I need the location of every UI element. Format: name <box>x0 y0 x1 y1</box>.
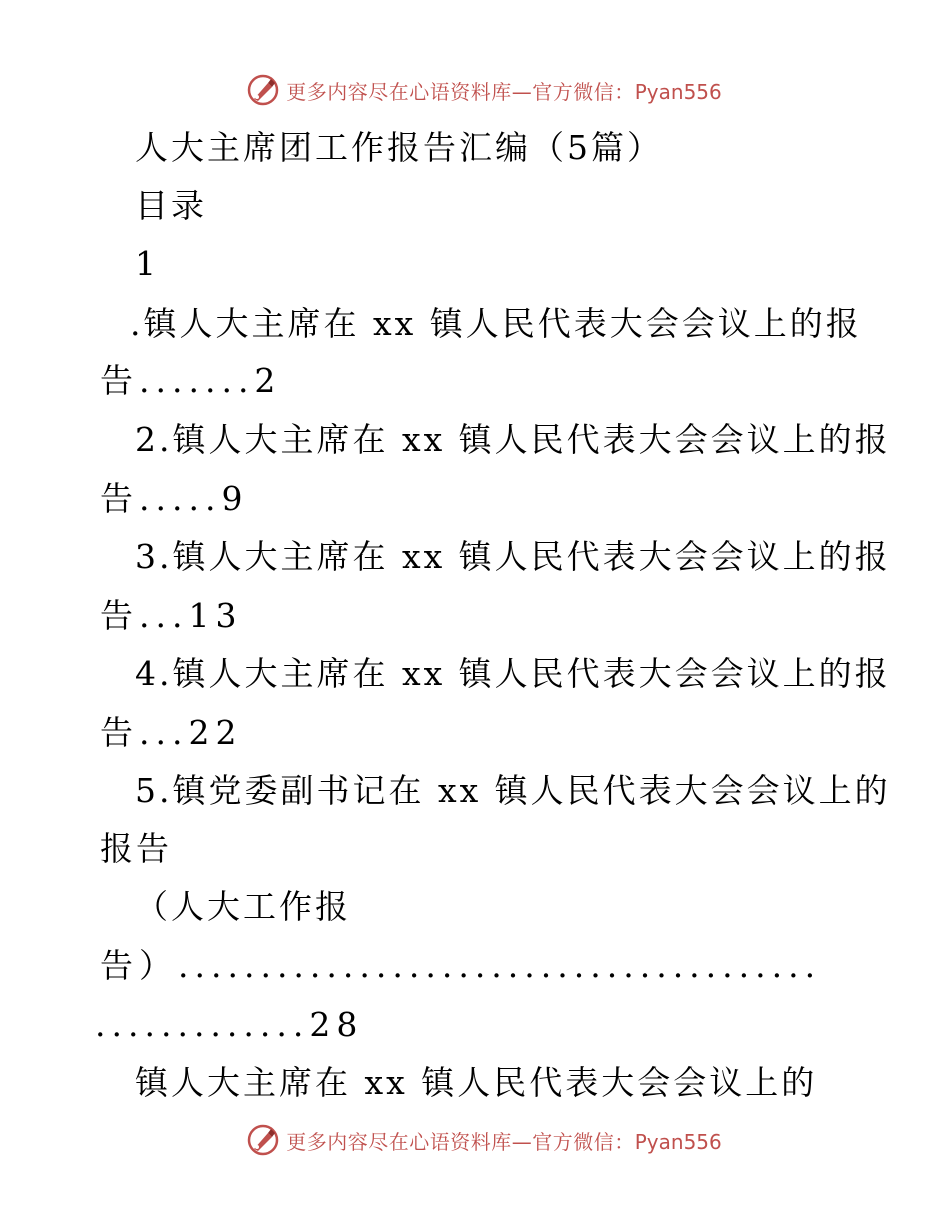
toc-line: 报告 <box>100 829 172 868</box>
toc-line: 告.....9 <box>100 479 249 518</box>
toc-line: .............28 <box>95 1005 364 1044</box>
toc-line: 告...22 <box>100 713 243 752</box>
toc-line: .镇人大主席在 xx 镇人民代表大会会议上的报 <box>130 304 862 343</box>
toc-heading: 目录 <box>135 186 207 225</box>
toc-line: 告.......2 <box>100 361 282 400</box>
pen-logo-icon <box>246 1123 280 1157</box>
watermark-content <box>246 1123 722 1157</box>
toc-line: 告...13 <box>100 596 243 635</box>
watermark-wechat-id: Pyan556 <box>634 79 722 104</box>
watermark-text: 更多内容尽在心语资料库—官方微信：Pyan556 <box>286 79 722 104</box>
watermark-banner-bottom <box>0 1120 950 1160</box>
document-title: 人大主席团工作报告汇编（5篇） <box>135 128 663 167</box>
toc-line: 4.镇人大主席在 xx 镇人民代表大会会议上的报 <box>135 654 891 693</box>
toc-line: 3.镇人大主席在 xx 镇人民代表大会会议上的报 <box>135 537 891 576</box>
toc-line: 告）....................................... <box>100 946 822 985</box>
toc-line: 2.镇人大主席在 xx 镇人民代表大会会议上的报 <box>135 420 891 459</box>
toc-line: （人大工作报 <box>135 887 351 926</box>
watermark-text: 更多内容尽在心语资料库—官方微信：Pyan556 <box>286 1129 722 1154</box>
toc-line: 5.镇党委副书记在 xx 镇人民代表大会会议上的 <box>135 771 891 810</box>
watermark-wechat-id: Pyan556 <box>634 1129 722 1154</box>
toc-line: 1 <box>135 244 159 283</box>
body-line: 镇人大主席在 xx 镇人民代表大会会议上的 <box>135 1063 818 1102</box>
